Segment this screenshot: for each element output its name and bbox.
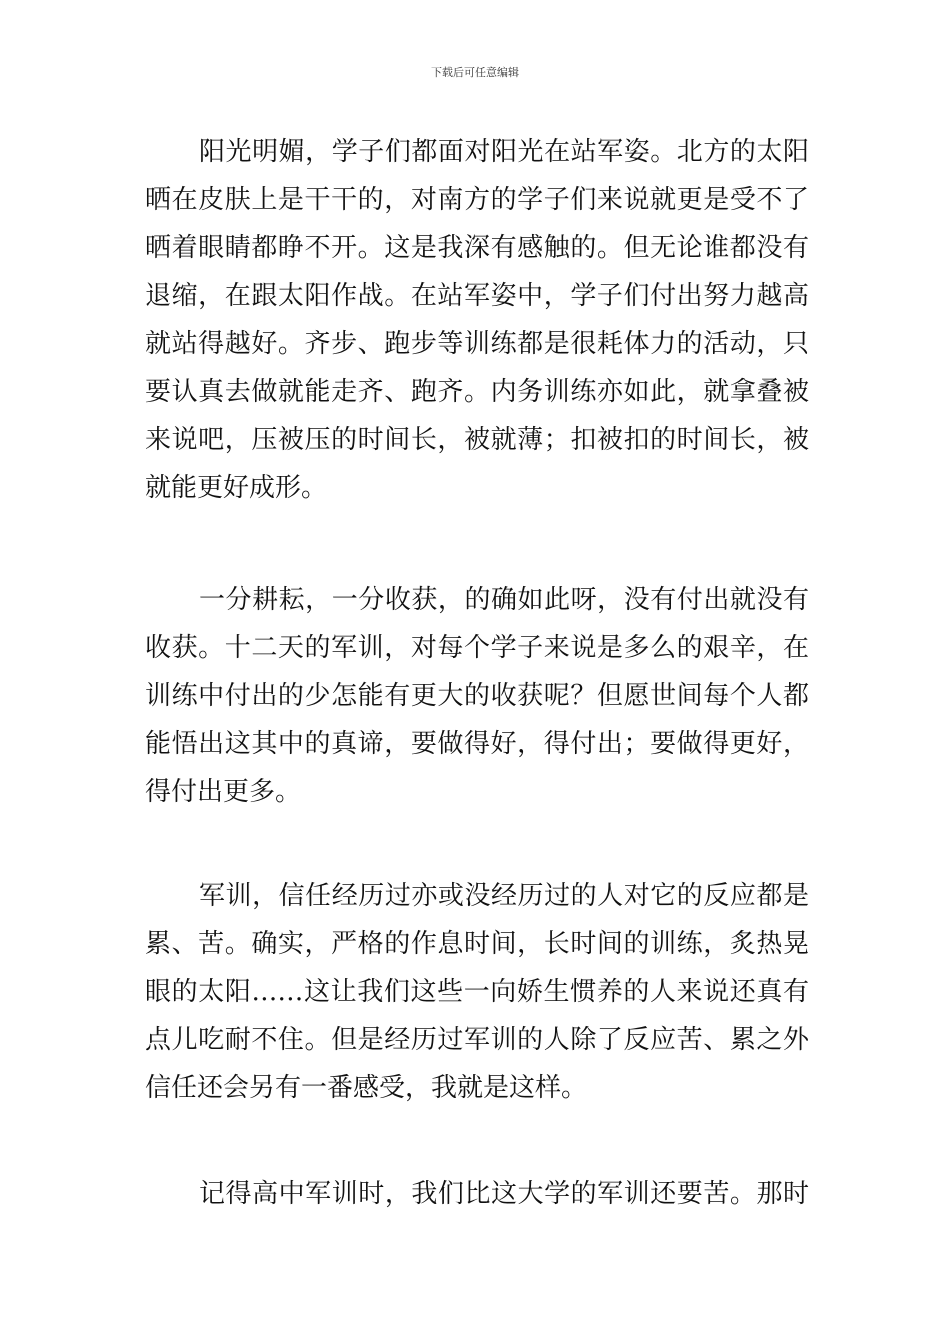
paragraph — [145, 872, 809, 1112]
text-line: 就站得越好。齐步、跑步等训练都是很耗体力的活动，只 — [145, 329, 809, 359]
text-line: 训练中付出的少怎能有更大的收获呢？但愿世间每个人都 — [145, 681, 809, 711]
text-line: 能悟出这其中的真谛，要做得好，得付出；要做得更好， — [145, 729, 809, 759]
text-line: 退缩，在跟太阳作战。在站军姿中，学子们付出努力越高 — [145, 281, 809, 311]
page-header: 下载后可任意编辑 — [431, 66, 519, 79]
text-line: 晒着眼睛都睁不开。这是我深有感触的。但无论谁都没有 — [145, 233, 809, 263]
text-line: 阳光明媚，学子们都面对阳光在站军姿。北方的太阳 — [199, 137, 809, 167]
text-line: 眼的太阳……这让我们这些一向娇生惯养的人来说还真有 — [145, 977, 809, 1007]
text-line: 信任还会另有一番感受，我就是这样。 — [145, 1073, 588, 1103]
text-line: 累、苦。确实，严格的作息时间，长时间的训练，炙热晃 — [145, 929, 809, 959]
paragraph — [145, 576, 809, 816]
text-line: 收获。十二天的军训，对每个学子来说是多么的艰辛，在 — [145, 633, 809, 663]
text-line: 记得高中军训时，我们比这大学的军训还要苦。那时 — [199, 1179, 809, 1209]
text-line: 来说吧，压被压的时间长，被就薄；扣被扣的时间长，被 — [145, 425, 809, 455]
text-line: 晒在皮肤上是干干的，对南方的学子们来说就更是受不了 — [145, 185, 809, 215]
text-line: 军训，信任经历过亦或没经历过的人对它的反应都是 — [199, 881, 809, 911]
text-line: 点儿吃耐不住。但是经历过军训的人除了反应苦、累之外 — [145, 1025, 809, 1055]
text-line: 得付出更多。 — [145, 777, 302, 807]
text-line: 要认真去做就能走齐、跑齐。内务训练亦如此，就拿叠被 — [145, 377, 809, 407]
paragraph — [145, 1170, 809, 1218]
paragraph — [145, 128, 809, 512]
text-line: 就能更好成形。 — [145, 473, 328, 503]
text-line: 一分耕耘，一分收获，的确如此呀，没有付出就没有 — [199, 585, 809, 615]
